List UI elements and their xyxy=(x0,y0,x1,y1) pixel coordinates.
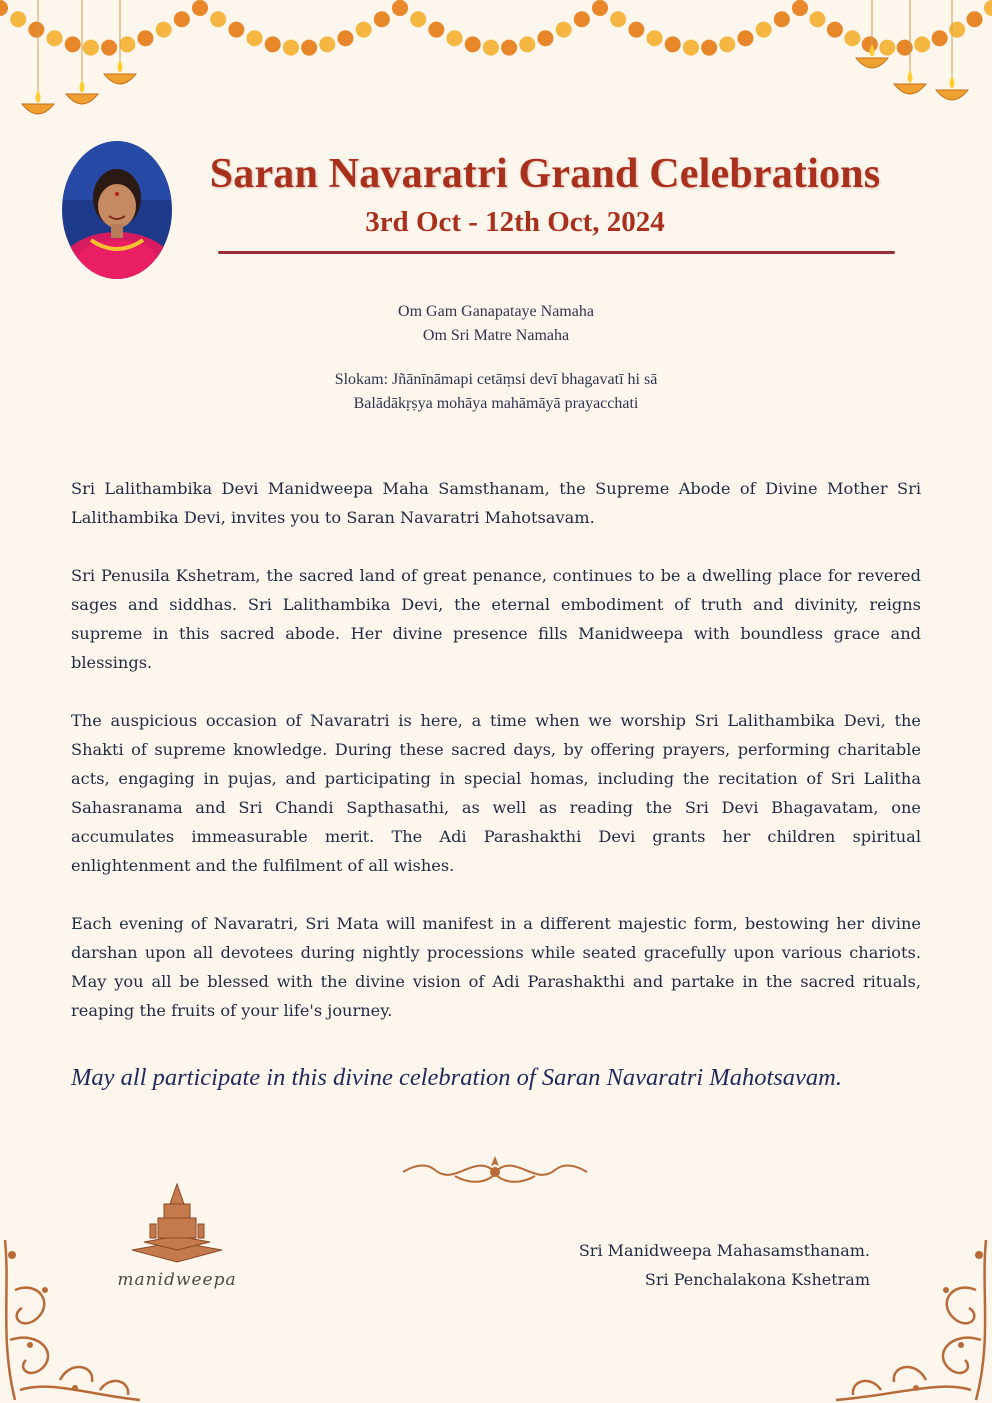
invocation-line: Om Gam Ganapataye Namaha xyxy=(398,303,594,320)
marigold-flower xyxy=(537,30,553,46)
body-paragraph: Each evening of Navaratri, Sri Mata will manifest in a different majestic form, bestowing her divine darshan upon all devotees during nightly processions while seated gracefully upon various chariots. May you all be blessed with the divine vision of Adi Parashakthi and partake in the sacred rituals, reaping the fruits of your life's journey. xyxy=(71,914,921,1020)
marigold-flower xyxy=(392,0,408,16)
marigold-flower xyxy=(0,0,8,16)
diya-lamp-icon xyxy=(936,90,968,100)
marigold-flower xyxy=(156,22,172,38)
marigold-flower xyxy=(984,0,992,16)
marigold-flower xyxy=(932,30,948,46)
marigold-flower xyxy=(792,0,808,16)
marigold-flower xyxy=(10,11,26,27)
signature-block xyxy=(470,1236,870,1294)
diya-lamp-icon xyxy=(104,74,136,84)
marigold-flower xyxy=(879,40,895,56)
marigold-flower xyxy=(374,11,390,27)
marigold-flower xyxy=(719,36,735,52)
marigold-flower xyxy=(356,22,372,38)
marigold-flower xyxy=(774,11,790,27)
marigold-flower xyxy=(665,36,681,52)
marigold-flower xyxy=(228,22,244,38)
marigold-flower xyxy=(967,11,983,27)
signature-line: Sri Manidweepa Mahasamsthanam. xyxy=(578,1241,870,1260)
marigold-flower xyxy=(647,30,663,46)
diya-lamp-icon xyxy=(856,58,888,68)
slokam-line: Balādākṛṣya mohāya mahāmāyā prayacchati xyxy=(353,395,639,412)
marigold-flower xyxy=(914,36,930,52)
marigold-garland-decoration xyxy=(0,0,992,140)
marigold-flower xyxy=(319,36,335,52)
closing-message: May all participate in this divine celebration of Saran Navaratri Mahotsavam. xyxy=(71,1064,842,1091)
letter-body xyxy=(71,474,921,1054)
floral-corner-ornament xyxy=(826,1230,992,1403)
slokam-line: Slokam: Jñānīnāmapi cetāṃsi devī bhagavatī hi sā xyxy=(334,371,658,388)
page-title: Saran Navaratri Grand Celebrations xyxy=(209,151,881,197)
diya-lamp-icon xyxy=(66,94,98,104)
marigold-flower xyxy=(47,30,63,46)
diya-lamp-icon xyxy=(22,104,54,114)
event-dates: 3rd Oct - 12th Oct, 2024 xyxy=(365,206,665,238)
marigold-flower xyxy=(101,40,117,56)
devotee-portrait xyxy=(61,140,173,280)
body-paragraph: The auspicious occasion of Navaratri is here, a time when we worship Sri Lalithambika Devi, the Shakti of supreme knowledge. During these sacred days, by offering prayers, performing charitable acts, engaging in pujas, and participating in special homas, including the recitation of Sri Lalitha Sahasranama and Sri Chandi Sapthasathi, as well as reading the Sri Devi Bhagavatam, one accumulates immeasurable merit. The Adi Parashakthi Devi grants her children spiritual enlightenment and the fulfilment of all wishes. xyxy=(71,711,921,875)
invocation-block xyxy=(200,300,792,416)
ornamental-flourish xyxy=(395,1152,595,1192)
logo-wordmark: manidweepa xyxy=(117,1270,237,1290)
marigold-flower xyxy=(465,36,481,52)
marigold-flower xyxy=(301,40,317,56)
marigold-flower xyxy=(483,40,499,56)
marigold-flower xyxy=(119,36,135,52)
marigold-flower xyxy=(501,40,517,56)
marigold-flower xyxy=(174,11,190,27)
marigold-flower xyxy=(756,22,772,38)
marigold-flower xyxy=(447,30,463,46)
marigold-flower xyxy=(610,11,626,27)
marigold-flower xyxy=(247,30,263,46)
marigold-flower xyxy=(844,30,860,46)
marigold-flower xyxy=(809,11,825,27)
marigold-flower xyxy=(592,0,608,16)
body-paragraph: Sri Lalithambika Devi Manidweepa Maha Samsthanam, the Supreme Abode of Divine Mother Sri Lalithambika Devi, invites you to Saran Navaratri Mahotsavam. xyxy=(71,479,921,527)
marigold-flower xyxy=(949,22,965,38)
marigold-flower xyxy=(410,11,426,27)
marigold-flower xyxy=(737,30,753,46)
marigold-flower xyxy=(701,40,717,56)
marigold-flower xyxy=(137,30,153,46)
marigold-flower xyxy=(210,11,226,27)
body-paragraph: Sri Penusila Kshetram, the sacred land of great penance, continues to be a dwelling place for revered sages and siddhas. Sri Lalithambika Devi, the eternal embodiment of truth and divinity, reigns supreme in this sacred abode. Her divine presence fills Manidweepa with boundless grace and blessings. xyxy=(71,566,921,672)
marigold-flower xyxy=(265,36,281,52)
marigold-flower xyxy=(683,40,699,56)
marigold-flower xyxy=(519,36,535,52)
marigold-flower xyxy=(283,40,299,56)
marigold-flower xyxy=(827,22,843,38)
signature-line: Sri Penchalakona Kshetram xyxy=(644,1270,870,1289)
marigold-flower xyxy=(337,30,353,46)
marigold-flower xyxy=(574,11,590,27)
invocation-line: Om Sri Matre Namaha xyxy=(422,327,570,344)
marigold-flower xyxy=(428,22,444,38)
marigold-flower xyxy=(556,22,572,38)
marigold-flower xyxy=(65,36,81,52)
marigold-flower xyxy=(83,40,99,56)
title-divider xyxy=(218,251,895,254)
floral-corner-ornament xyxy=(0,1230,150,1403)
diya-lamp-icon xyxy=(894,84,926,94)
marigold-flower xyxy=(28,22,44,38)
marigold-flower xyxy=(192,0,208,16)
marigold-flower xyxy=(628,22,644,38)
